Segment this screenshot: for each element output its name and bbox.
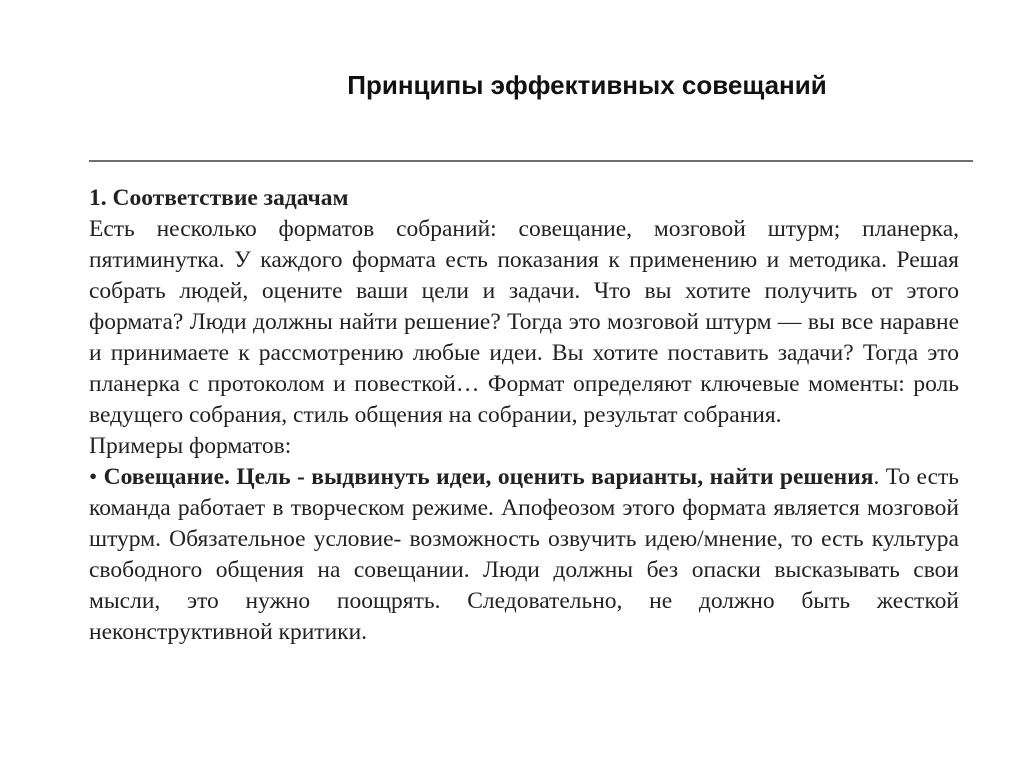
bullet-period: . [873,464,880,490]
bullet-body: То есть команда работает в творческом режиме. Апофеозом этого формата является мозговой штурм. Обязательное условие- возможность озвучить идею/мнение, то есть культура свободного общения на совещании. Люди должны без опаски высказывать свои мысли, это нужно поощрять. Следовательно, не должно быть жесткой неконструктивной критики. [89,464,959,645]
bullet-heading: Совещание. Цель - выдвинуть идеи, оценить варианты, найти решения [103,464,874,490]
bullet-item [89,462,959,648]
title-divider [89,160,973,162]
examples-label: Примеры форматов: [89,433,292,459]
section-heading: 1. Соответствие задачам [89,185,349,211]
page-title: Принципы эффективных совещаний [347,70,827,100]
bullet-marker: • [89,464,104,490]
slide-body [89,183,959,648]
intro-paragraph: Есть несколько форматов собраний: совещание, мозговой штурм; планерка, пятиминутка. У каждого формата есть показания к применению и методика. Решая собрать людей, оцените ваши цели и задачи. Что вы хотите получить от этого формата? Люди должны найти решение? Тогда это мозговой штурм — вы все наравне и принимаете к рассмотрению любые идеи. Вы хотите поставить задачи? Тогда это планерка с протоколом и повесткой… Формат определяют ключевые моменты: роль ведущего собрания, стиль общения на собрании, результат собрания. [89,216,959,428]
